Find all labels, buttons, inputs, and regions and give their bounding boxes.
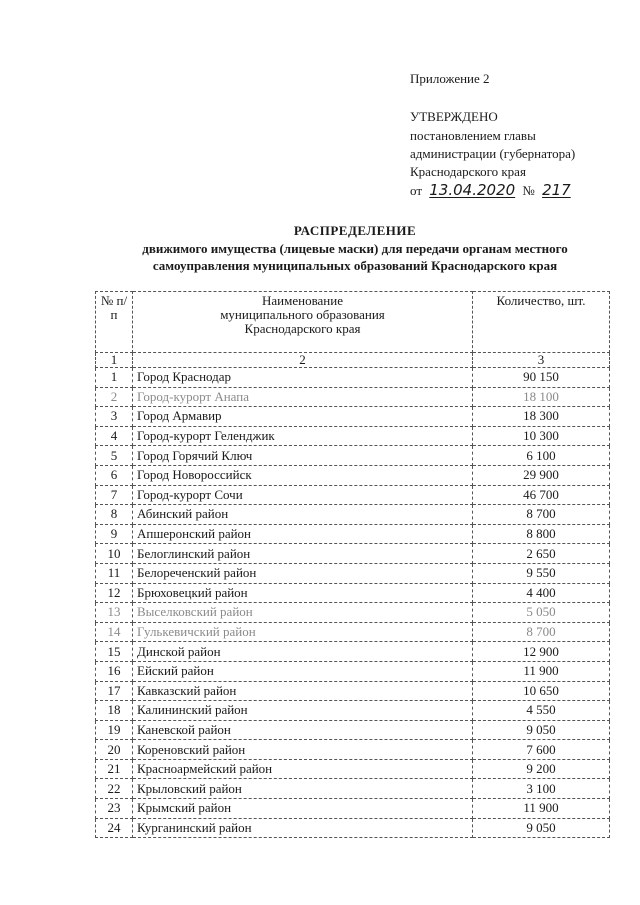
row-quantity: 2 650 <box>473 544 610 564</box>
table-row <box>96 603 610 623</box>
row-name: Кореновский район <box>133 740 473 760</box>
row-number: 7 <box>96 485 133 505</box>
column-index: 2 <box>133 353 473 368</box>
table-row <box>96 661 610 681</box>
row-number: 13 <box>96 603 133 623</box>
header-name-line-1: Наименование <box>262 293 343 308</box>
row-name: Город Армавир <box>133 407 473 427</box>
row-name: Белореченский район <box>133 563 473 583</box>
row-number: 2 <box>96 387 133 407</box>
row-quantity: 8 700 <box>473 505 610 525</box>
row-name: Гулькевичский район <box>133 622 473 642</box>
table-row <box>96 544 610 564</box>
row-name: Ейский район <box>133 661 473 681</box>
table-header-row <box>96 292 610 353</box>
approved-stamp: УТВЕРЖДЕНО <box>410 109 498 124</box>
row-name: Город-курорт Геленджик <box>133 426 473 446</box>
table-row <box>96 485 610 505</box>
approval-date-line <box>410 181 575 200</box>
row-quantity: 11 900 <box>473 799 610 819</box>
row-number: 1 <box>96 368 133 388</box>
row-quantity: 12 900 <box>473 642 610 662</box>
row-number: 19 <box>96 720 133 740</box>
table-row <box>96 387 610 407</box>
table-row <box>96 759 610 779</box>
table-row <box>96 505 610 525</box>
header-name-line-3: Краснодарского края <box>244 321 361 336</box>
row-quantity: 29 900 <box>473 465 610 485</box>
table-row <box>96 799 610 819</box>
row-number: 18 <box>96 701 133 721</box>
table-row <box>96 701 610 721</box>
table-row <box>96 446 610 466</box>
row-quantity: 10 650 <box>473 681 610 701</box>
title-main: РАСПРЕДЕЛЕНИЕ <box>293 223 417 238</box>
table-row <box>96 779 610 799</box>
table-row <box>96 465 610 485</box>
row-quantity: 9 550 <box>473 563 610 583</box>
row-name: Калининский район <box>133 701 473 721</box>
title-line-2: самоуправления муниципальных образований Краснодарского края <box>152 258 558 273</box>
row-number: 22 <box>96 779 133 799</box>
table-row <box>96 681 610 701</box>
row-quantity: 8 700 <box>473 622 610 642</box>
row-number: 23 <box>96 799 133 819</box>
table-row <box>96 818 610 838</box>
row-quantity: 8 800 <box>473 524 610 544</box>
header-name <box>133 292 473 353</box>
table-row <box>96 720 610 740</box>
column-index-row <box>96 353 610 368</box>
table-row <box>96 407 610 427</box>
table-row <box>96 642 610 662</box>
row-name: Город-курорт Сочи <box>133 485 473 505</box>
row-quantity: 10 300 <box>473 426 610 446</box>
row-name: Город-курорт Анапа <box>133 387 473 407</box>
row-name: Абинский район <box>133 505 473 525</box>
row-name: Динской район <box>133 642 473 662</box>
column-index: 1 <box>96 353 133 368</box>
row-name: Брюховецкий район <box>133 583 473 603</box>
decree-number: 217 <box>542 181 571 199</box>
table-row <box>96 563 610 583</box>
document-title <box>90 222 620 274</box>
row-number: 11 <box>96 563 133 583</box>
approval-line-1: постановлением главы <box>410 128 536 143</box>
row-number: 15 <box>96 642 133 662</box>
header-quantity: Количество, шт. <box>473 292 610 353</box>
row-number: 12 <box>96 583 133 603</box>
number-label: № <box>522 183 535 198</box>
title-line-1: движимого имущества (лицевые маски) для передачи органам местного <box>142 241 568 256</box>
column-index: 3 <box>473 353 610 368</box>
row-name: Крымский район <box>133 799 473 819</box>
row-quantity: 3 100 <box>473 779 610 799</box>
row-name: Белоглинский район <box>133 544 473 564</box>
row-number: 10 <box>96 544 133 564</box>
row-quantity: 4 400 <box>473 583 610 603</box>
table-row <box>96 524 610 544</box>
table-row <box>96 426 610 446</box>
decree-date: 13.04.2020 <box>429 181 516 199</box>
header-number: № п/п <box>96 292 133 353</box>
approval-line-3: Краснодарского края <box>410 164 526 179</box>
attachment-label: Приложение 2 <box>410 71 490 86</box>
approval-line-2: администрации (губернатора) <box>410 146 576 161</box>
row-quantity: 11 900 <box>473 661 610 681</box>
row-name: Красноармейский район <box>133 759 473 779</box>
row-quantity: 7 600 <box>473 740 610 760</box>
row-quantity: 18 300 <box>473 407 610 427</box>
row-number: 9 <box>96 524 133 544</box>
row-number: 4 <box>96 426 133 446</box>
row-number: 17 <box>96 681 133 701</box>
row-name: Город Краснодар <box>133 368 473 388</box>
row-quantity: 18 100 <box>473 387 610 407</box>
row-number: 21 <box>96 759 133 779</box>
table-row <box>96 740 610 760</box>
row-name: Город Новороссийск <box>133 465 473 485</box>
approval-block <box>410 70 575 200</box>
table-row <box>96 368 610 388</box>
row-number: 5 <box>96 446 133 466</box>
table-row <box>96 622 610 642</box>
row-number: 14 <box>96 622 133 642</box>
from-label: от <box>410 183 423 198</box>
row-quantity: 9 050 <box>473 818 610 838</box>
row-name: Апшеронский район <box>133 524 473 544</box>
row-name: Крыловский район <box>133 779 473 799</box>
row-number: 20 <box>96 740 133 760</box>
row-number: 24 <box>96 818 133 838</box>
row-name: Курганинский район <box>133 818 473 838</box>
row-quantity: 46 700 <box>473 485 610 505</box>
row-quantity: 4 550 <box>473 701 610 721</box>
table-body <box>96 368 610 838</box>
header-name-line-2: муниципального образования <box>220 307 385 322</box>
row-number: 3 <box>96 407 133 427</box>
row-quantity: 90 150 <box>473 368 610 388</box>
row-quantity: 5 050 <box>473 603 610 623</box>
row-name: Кавказский район <box>133 681 473 701</box>
row-number: 6 <box>96 465 133 485</box>
table-row <box>96 583 610 603</box>
distribution-table <box>95 291 610 838</box>
row-number: 16 <box>96 661 133 681</box>
row-name: Каневской район <box>133 720 473 740</box>
row-quantity: 9 050 <box>473 720 610 740</box>
row-quantity: 6 100 <box>473 446 610 466</box>
row-name: Город Горячий Ключ <box>133 446 473 466</box>
row-number: 8 <box>96 505 133 525</box>
row-quantity: 9 200 <box>473 759 610 779</box>
row-name: Выселковский район <box>133 603 473 623</box>
